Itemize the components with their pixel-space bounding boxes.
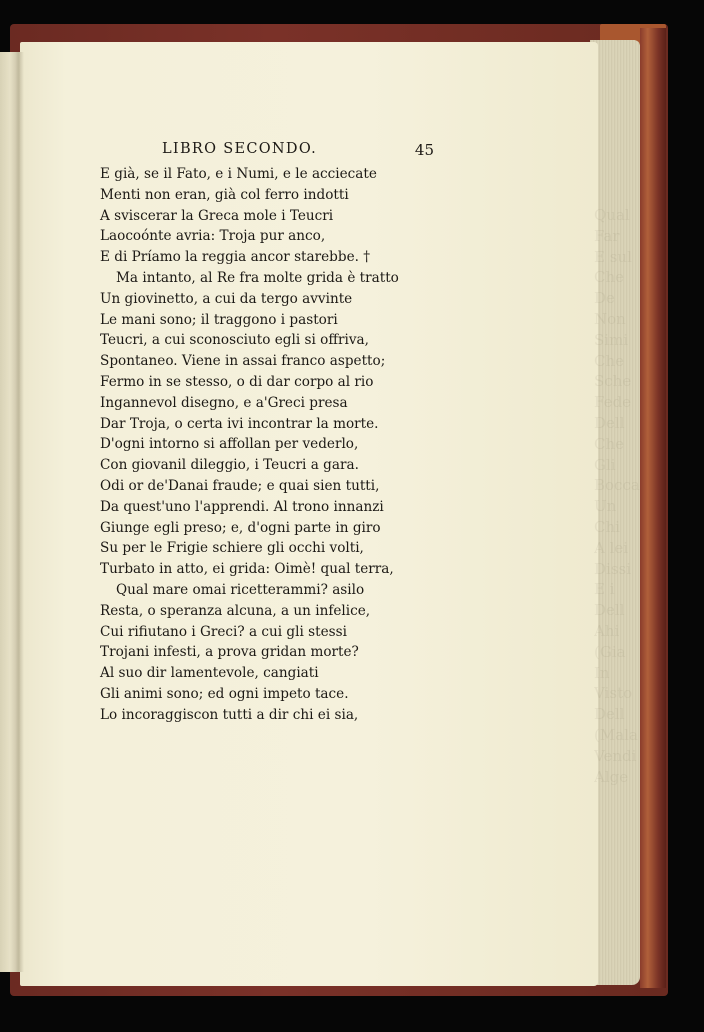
page-number: 45 xyxy=(414,141,434,159)
verse-line: Al suo dir lamentevole, cangiati xyxy=(100,665,319,682)
verse-line: Teucri, a cui sconosciuto egli si offriva, xyxy=(100,332,369,349)
verse-line: Qual mare omai ricetterammi? asilo xyxy=(116,581,365,598)
verse-line: Trojani infesti, a prova gridan morte? xyxy=(100,644,359,661)
verse-line: Lo incoraggiscon tutti a dir chi ei sia, xyxy=(100,706,359,723)
verse-line: Turbato in atto, ei grida: Oimè! qual terra, xyxy=(100,561,394,578)
verse-line: Giunge egli preso; e, d'ogni parte in giro xyxy=(100,519,381,536)
verse-line: Gli animi sono; ed ogni impeto tace. xyxy=(100,685,349,702)
verse-line: Un giovinetto, a cui da tergo avvinte xyxy=(100,290,353,307)
verse-block xyxy=(100,164,400,726)
verse-line: Odi or de'Danai fraude; e quai sien tutti, xyxy=(100,477,380,494)
page-gutter xyxy=(10,52,24,972)
verse-line: Ingannevol disegno, e a'Greci presa xyxy=(100,394,348,411)
show-through-text: Qual Far E sul Che De Non Simi Che Sche Fede Dell Che Gli Bocca Un Chi A lei Dissi E i Dell Ahi (Gia In Visto Dell (Mala Vendi Alge xyxy=(594,206,640,786)
verse-line: Cui rifiutano i Greci? a cui gli stessi xyxy=(100,623,347,640)
verse-line: D'ogni intorno si affollan per vederlo, xyxy=(100,436,359,453)
verse-line: A sviscerar la Greca mole i Teucri xyxy=(100,207,334,224)
verse-line: Laocoónte avria: Troja pur anco, xyxy=(100,228,326,245)
verse-line: Con giovanil dileggio, i Teucri a gara. xyxy=(100,457,359,474)
verse-line: Da quest'uno l'apprendi. Al trono innanzi xyxy=(100,498,384,515)
verse-line: Ma intanto, al Re fra molte grida è tratto xyxy=(116,269,399,286)
verse-line: Fermo in se stesso, o di dar corpo al rio xyxy=(100,373,374,390)
verse-line: Le mani sono; il traggono i pastori xyxy=(100,311,338,328)
verse-line: E di Príamo la reggia ancor starebbe. † xyxy=(100,249,371,266)
verse-line: Dar Troja, o certa ivi incontrar la morte. xyxy=(100,415,379,432)
verse-line: E già, se il Fato, e i Numi, e le acciecate xyxy=(100,166,377,182)
verse-line: Resta, o speranza alcuna, a un infelice, xyxy=(100,602,371,619)
running-title: LIBRO SECONDO. xyxy=(162,141,318,157)
verse-line: Spontaneo. Viene in assai franco aspetto; xyxy=(100,353,386,370)
verse-line: Su per le Frigie schiere gli occhi volti, xyxy=(100,540,364,557)
verse-line: Menti non eran, già col ferro indotti xyxy=(100,186,349,203)
